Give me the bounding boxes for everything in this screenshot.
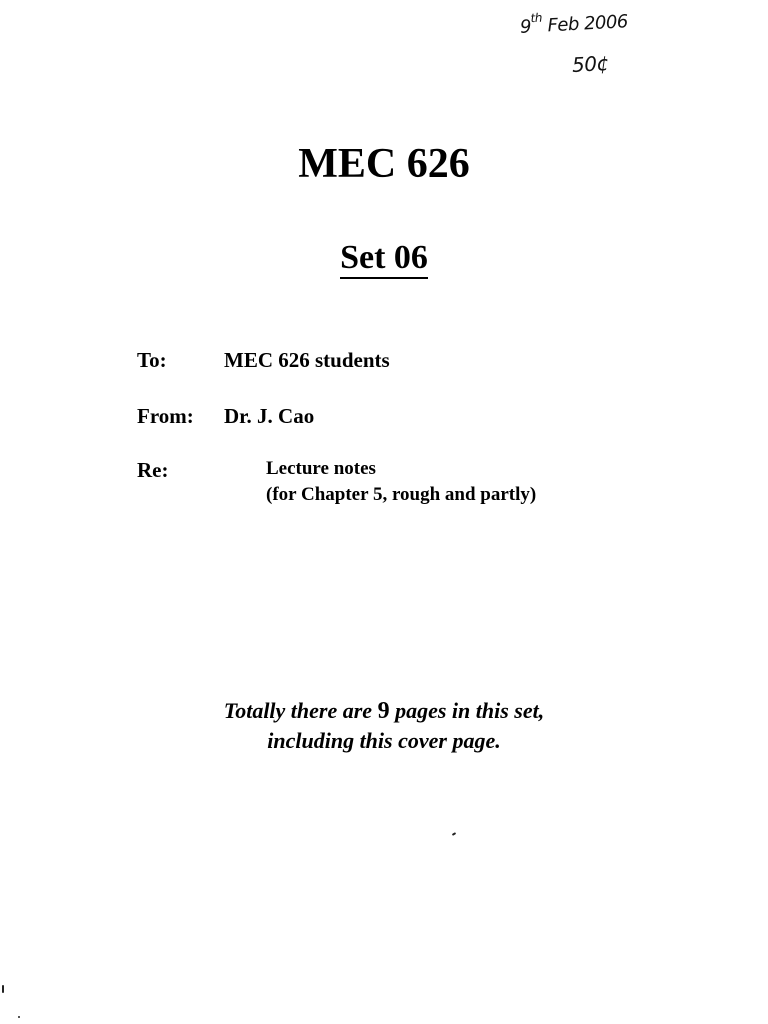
handwritten-date-day: 9 bbox=[519, 16, 532, 38]
page-count-number: 9 bbox=[377, 698, 390, 724]
re-line-2: (for Chapter 5, rough and partly) bbox=[266, 484, 537, 505]
note-before: Totally there are bbox=[223, 698, 378, 723]
set-title-text: Set 06 bbox=[340, 239, 428, 279]
from-value: Dr. J. Cao bbox=[224, 404, 315, 428]
course-title: MEC 626 bbox=[298, 141, 470, 187]
scan-speck bbox=[2, 985, 4, 993]
scan-speck bbox=[18, 1016, 20, 1018]
re-value bbox=[266, 456, 536, 508]
set-title bbox=[0, 238, 768, 278]
to-label: To: bbox=[137, 348, 167, 372]
note-after: pages in this set, bbox=[389, 698, 545, 723]
page-count-note bbox=[0, 696, 768, 755]
re-label: Re: bbox=[137, 458, 169, 482]
to-value: MEC 626 students bbox=[224, 348, 390, 372]
scan-speck bbox=[452, 832, 456, 836]
page-count-line-1 bbox=[0, 696, 768, 726]
handwritten-price: 50¢ bbox=[571, 51, 610, 77]
from-label: From: bbox=[137, 404, 194, 428]
handwritten-date bbox=[520, 11, 629, 38]
re-line-1: Lecture notes bbox=[266, 458, 376, 479]
handwritten-date-suffix: th bbox=[530, 10, 543, 26]
handwritten-date-rest: Feb 2006 bbox=[546, 11, 629, 37]
page-count-line-2: including this cover page. bbox=[267, 728, 501, 753]
